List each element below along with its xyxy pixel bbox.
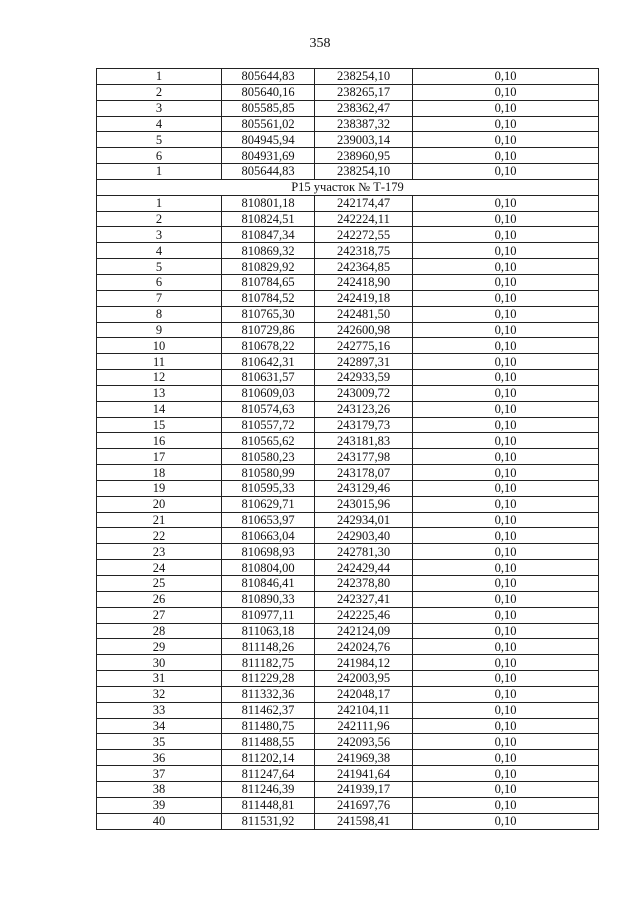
- accuracy-cell: 0,10: [413, 306, 599, 322]
- x-coordinate-cell: 810557,72: [222, 417, 315, 433]
- x-coordinate-cell: 810580,23: [222, 449, 315, 465]
- accuracy-cell: 0,10: [413, 591, 599, 607]
- point-number-cell: 19: [97, 480, 222, 496]
- y-coordinate-cell: 238254,10: [315, 69, 413, 85]
- x-coordinate-cell: 811332,36: [222, 686, 315, 702]
- accuracy-cell: 0,10: [413, 623, 599, 639]
- accuracy-cell: 0,10: [413, 211, 599, 227]
- table-row: [97, 100, 599, 116]
- table-row: [97, 512, 599, 528]
- y-coordinate-cell: 242378,80: [315, 576, 413, 592]
- table-row: [97, 496, 599, 512]
- table-row: [97, 243, 599, 259]
- x-coordinate-cell: 811448,81: [222, 797, 315, 813]
- y-coordinate-cell: 243181,83: [315, 433, 413, 449]
- point-number-cell: 40: [97, 813, 222, 829]
- x-coordinate-cell: 810846,41: [222, 576, 315, 592]
- point-number-cell: 17: [97, 449, 222, 465]
- y-coordinate-cell: 242224,11: [315, 211, 413, 227]
- accuracy-cell: 0,10: [413, 132, 599, 148]
- accuracy-cell: 0,10: [413, 781, 599, 797]
- y-coordinate-cell: 242903,40: [315, 528, 413, 544]
- point-number-cell: 38: [97, 781, 222, 797]
- point-number-cell: 1: [97, 164, 222, 180]
- point-number-cell: 4: [97, 116, 222, 132]
- accuracy-cell: 0,10: [413, 385, 599, 401]
- table-row: [97, 322, 599, 338]
- accuracy-cell: 0,10: [413, 607, 599, 623]
- x-coordinate-cell: 810663,04: [222, 528, 315, 544]
- point-number-cell: 12: [97, 370, 222, 386]
- point-number-cell: 28: [97, 623, 222, 639]
- table-row: [97, 417, 599, 433]
- x-coordinate-cell: 810804,00: [222, 560, 315, 576]
- point-number-cell: 5: [97, 132, 222, 148]
- y-coordinate-cell: 238254,10: [315, 164, 413, 180]
- y-coordinate-cell: 243179,73: [315, 417, 413, 433]
- x-coordinate-cell: 810678,22: [222, 338, 315, 354]
- y-coordinate-cell: 242225,46: [315, 607, 413, 623]
- x-coordinate-cell: 810729,86: [222, 322, 315, 338]
- coordinates-table-body: [97, 69, 599, 830]
- y-coordinate-cell: 242600,98: [315, 322, 413, 338]
- table-row: [97, 750, 599, 766]
- section-header-row: [97, 179, 599, 195]
- y-coordinate-cell: 242003,95: [315, 671, 413, 687]
- section-title: Р15 участок № Т-179: [97, 179, 599, 195]
- table-row: [97, 639, 599, 655]
- table-row: [97, 591, 599, 607]
- point-number-cell: 2: [97, 84, 222, 100]
- point-number-cell: 37: [97, 766, 222, 782]
- accuracy-cell: 0,10: [413, 702, 599, 718]
- x-coordinate-cell: 810784,52: [222, 290, 315, 306]
- accuracy-cell: 0,10: [413, 370, 599, 386]
- y-coordinate-cell: 242327,41: [315, 591, 413, 607]
- x-coordinate-cell: 805585,85: [222, 100, 315, 116]
- point-number-cell: 2: [97, 211, 222, 227]
- y-coordinate-cell: 241969,38: [315, 750, 413, 766]
- accuracy-cell: 0,10: [413, 227, 599, 243]
- accuracy-cell: 0,10: [413, 259, 599, 275]
- point-number-cell: 29: [97, 639, 222, 655]
- y-coordinate-cell: 242174,47: [315, 195, 413, 211]
- table-row: [97, 766, 599, 782]
- accuracy-cell: 0,10: [413, 813, 599, 829]
- point-number-cell: 26: [97, 591, 222, 607]
- point-number-cell: 30: [97, 655, 222, 671]
- y-coordinate-cell: 239003,14: [315, 132, 413, 148]
- point-number-cell: 4: [97, 243, 222, 259]
- table-row: [97, 797, 599, 813]
- y-coordinate-cell: 242024,76: [315, 639, 413, 655]
- y-coordinate-cell: 242419,18: [315, 290, 413, 306]
- point-number-cell: 3: [97, 227, 222, 243]
- x-coordinate-cell: 811462,37: [222, 702, 315, 718]
- y-coordinate-cell: 242781,30: [315, 544, 413, 560]
- y-coordinate-cell: 238362,47: [315, 100, 413, 116]
- x-coordinate-cell: 811488,55: [222, 734, 315, 750]
- x-coordinate-cell: 810653,97: [222, 512, 315, 528]
- y-coordinate-cell: 241939,17: [315, 781, 413, 797]
- table-row: [97, 274, 599, 290]
- y-coordinate-cell: 242272,55: [315, 227, 413, 243]
- y-coordinate-cell: 242124,09: [315, 623, 413, 639]
- table-row: [97, 528, 599, 544]
- y-coordinate-cell: 242104,11: [315, 702, 413, 718]
- table-row: [97, 132, 599, 148]
- accuracy-cell: 0,10: [413, 750, 599, 766]
- x-coordinate-cell: 811480,75: [222, 718, 315, 734]
- page-number: 358: [309, 36, 331, 51]
- point-number-cell: 33: [97, 702, 222, 718]
- accuracy-cell: 0,10: [413, 560, 599, 576]
- point-number-cell: 35: [97, 734, 222, 750]
- accuracy-cell: 0,10: [413, 433, 599, 449]
- x-coordinate-cell: 811247,64: [222, 766, 315, 782]
- accuracy-cell: 0,10: [413, 116, 599, 132]
- accuracy-cell: 0,10: [413, 401, 599, 417]
- point-number-cell: 6: [97, 274, 222, 290]
- x-coordinate-cell: 811531,92: [222, 813, 315, 829]
- accuracy-cell: 0,10: [413, 686, 599, 702]
- accuracy-cell: 0,10: [413, 465, 599, 481]
- point-number-cell: 24: [97, 560, 222, 576]
- accuracy-cell: 0,10: [413, 528, 599, 544]
- point-number-cell: 20: [97, 496, 222, 512]
- y-coordinate-cell: 242481,50: [315, 306, 413, 322]
- accuracy-cell: 0,10: [413, 148, 599, 164]
- accuracy-cell: 0,10: [413, 100, 599, 116]
- accuracy-cell: 0,10: [413, 480, 599, 496]
- table-row: [97, 148, 599, 164]
- accuracy-cell: 0,10: [413, 655, 599, 671]
- x-coordinate-cell: 810574,63: [222, 401, 315, 417]
- point-number-cell: 34: [97, 718, 222, 734]
- x-coordinate-cell: 811202,14: [222, 750, 315, 766]
- accuracy-cell: 0,10: [413, 322, 599, 338]
- accuracy-cell: 0,10: [413, 449, 599, 465]
- x-coordinate-cell: 810890,33: [222, 591, 315, 607]
- table-row: [97, 290, 599, 306]
- accuracy-cell: 0,10: [413, 243, 599, 259]
- accuracy-cell: 0,10: [413, 274, 599, 290]
- y-coordinate-cell: 242318,75: [315, 243, 413, 259]
- table-row: [97, 195, 599, 211]
- y-coordinate-cell: 238960,95: [315, 148, 413, 164]
- table-row: [97, 211, 599, 227]
- table-row: [97, 306, 599, 322]
- point-number-cell: 15: [97, 417, 222, 433]
- accuracy-cell: 0,10: [413, 290, 599, 306]
- y-coordinate-cell: 243177,98: [315, 449, 413, 465]
- x-coordinate-cell: 811246,39: [222, 781, 315, 797]
- y-coordinate-cell: 243178,07: [315, 465, 413, 481]
- table-row: [97, 433, 599, 449]
- table-row: [97, 623, 599, 639]
- accuracy-cell: 0,10: [413, 354, 599, 370]
- table-row: [97, 354, 599, 370]
- x-coordinate-cell: 810595,33: [222, 480, 315, 496]
- point-number-cell: 23: [97, 544, 222, 560]
- table-row: [97, 718, 599, 734]
- x-coordinate-cell: 810824,51: [222, 211, 315, 227]
- x-coordinate-cell: 805640,16: [222, 84, 315, 100]
- x-coordinate-cell: 811063,18: [222, 623, 315, 639]
- table-row: [97, 84, 599, 100]
- table-row: [97, 465, 599, 481]
- point-number-cell: 31: [97, 671, 222, 687]
- accuracy-cell: 0,10: [413, 417, 599, 433]
- x-coordinate-cell: 810784,65: [222, 274, 315, 290]
- y-coordinate-cell: 242429,44: [315, 560, 413, 576]
- table-row: [97, 259, 599, 275]
- x-coordinate-cell: 810801,18: [222, 195, 315, 211]
- x-coordinate-cell: 805644,83: [222, 164, 315, 180]
- y-coordinate-cell: 242418,90: [315, 274, 413, 290]
- point-number-cell: 14: [97, 401, 222, 417]
- y-coordinate-cell: 242933,59: [315, 370, 413, 386]
- point-number-cell: 9: [97, 322, 222, 338]
- table-row: [97, 116, 599, 132]
- accuracy-cell: 0,10: [413, 734, 599, 750]
- accuracy-cell: 0,10: [413, 69, 599, 85]
- y-coordinate-cell: 242093,56: [315, 734, 413, 750]
- accuracy-cell: 0,10: [413, 338, 599, 354]
- point-number-cell: 7: [97, 290, 222, 306]
- y-coordinate-cell: 238387,32: [315, 116, 413, 132]
- y-coordinate-cell: 243129,46: [315, 480, 413, 496]
- point-number-cell: 13: [97, 385, 222, 401]
- table-row: [97, 370, 599, 386]
- x-coordinate-cell: 810847,34: [222, 227, 315, 243]
- y-coordinate-cell: 241697,76: [315, 797, 413, 813]
- y-coordinate-cell: 243123,26: [315, 401, 413, 417]
- accuracy-cell: 0,10: [413, 766, 599, 782]
- point-number-cell: 39: [97, 797, 222, 813]
- x-coordinate-cell: 810829,92: [222, 259, 315, 275]
- table-row: [97, 385, 599, 401]
- y-coordinate-cell: 243009,72: [315, 385, 413, 401]
- point-number-cell: 27: [97, 607, 222, 623]
- x-coordinate-cell: 810580,99: [222, 465, 315, 481]
- table-row: [97, 576, 599, 592]
- x-coordinate-cell: 811148,26: [222, 639, 315, 655]
- y-coordinate-cell: 241598,41: [315, 813, 413, 829]
- y-coordinate-cell: 242048,17: [315, 686, 413, 702]
- accuracy-cell: 0,10: [413, 576, 599, 592]
- accuracy-cell: 0,10: [413, 718, 599, 734]
- x-coordinate-cell: 810609,03: [222, 385, 315, 401]
- point-number-cell: 25: [97, 576, 222, 592]
- table-row: [97, 544, 599, 560]
- y-coordinate-cell: 243015,96: [315, 496, 413, 512]
- point-number-cell: 1: [97, 69, 222, 85]
- y-coordinate-cell: 242775,16: [315, 338, 413, 354]
- y-coordinate-cell: 242897,31: [315, 354, 413, 370]
- point-number-cell: 11: [97, 354, 222, 370]
- x-coordinate-cell: 810631,57: [222, 370, 315, 386]
- table-row: [97, 671, 599, 687]
- x-coordinate-cell: 810765,30: [222, 306, 315, 322]
- table-row: [97, 69, 599, 85]
- point-number-cell: 16: [97, 433, 222, 449]
- point-number-cell: 5: [97, 259, 222, 275]
- table-row: [97, 655, 599, 671]
- point-number-cell: 1: [97, 195, 222, 211]
- point-number-cell: 22: [97, 528, 222, 544]
- table-row: [97, 449, 599, 465]
- x-coordinate-cell: 811229,28: [222, 671, 315, 687]
- accuracy-cell: 0,10: [413, 84, 599, 100]
- accuracy-cell: 0,10: [413, 639, 599, 655]
- y-coordinate-cell: 242364,85: [315, 259, 413, 275]
- point-number-cell: 36: [97, 750, 222, 766]
- accuracy-cell: 0,10: [413, 164, 599, 180]
- table-row: [97, 560, 599, 576]
- coordinates-table: [96, 68, 599, 830]
- x-coordinate-cell: 804931,69: [222, 148, 315, 164]
- x-coordinate-cell: 810977,11: [222, 607, 315, 623]
- point-number-cell: 21: [97, 512, 222, 528]
- point-number-cell: 32: [97, 686, 222, 702]
- table-row: [97, 813, 599, 829]
- point-number-cell: 3: [97, 100, 222, 116]
- y-coordinate-cell: 241984,12: [315, 655, 413, 671]
- x-coordinate-cell: 810698,93: [222, 544, 315, 560]
- y-coordinate-cell: 242934,01: [315, 512, 413, 528]
- x-coordinate-cell: 810565,62: [222, 433, 315, 449]
- accuracy-cell: 0,10: [413, 671, 599, 687]
- point-number-cell: 10: [97, 338, 222, 354]
- accuracy-cell: 0,10: [413, 544, 599, 560]
- x-coordinate-cell: 805644,83: [222, 69, 315, 85]
- x-coordinate-cell: 805561,02: [222, 116, 315, 132]
- table-row: [97, 338, 599, 354]
- y-coordinate-cell: 238265,17: [315, 84, 413, 100]
- table-row: [97, 702, 599, 718]
- table-row: [97, 734, 599, 750]
- table-row: [97, 686, 599, 702]
- y-coordinate-cell: 242111,96: [315, 718, 413, 734]
- accuracy-cell: 0,10: [413, 195, 599, 211]
- point-number-cell: 6: [97, 148, 222, 164]
- point-number-cell: 18: [97, 465, 222, 481]
- x-coordinate-cell: 811182,75: [222, 655, 315, 671]
- table-row: [97, 607, 599, 623]
- accuracy-cell: 0,10: [413, 496, 599, 512]
- x-coordinate-cell: 810642,31: [222, 354, 315, 370]
- table-row: [97, 164, 599, 180]
- table-row: [97, 781, 599, 797]
- accuracy-cell: 0,10: [413, 797, 599, 813]
- x-coordinate-cell: 810629,71: [222, 496, 315, 512]
- table-row: [97, 401, 599, 417]
- x-coordinate-cell: 810869,32: [222, 243, 315, 259]
- accuracy-cell: 0,10: [413, 512, 599, 528]
- y-coordinate-cell: 241941,64: [315, 766, 413, 782]
- x-coordinate-cell: 804945,94: [222, 132, 315, 148]
- table-row: [97, 227, 599, 243]
- point-number-cell: 8: [97, 306, 222, 322]
- table-row: [97, 480, 599, 496]
